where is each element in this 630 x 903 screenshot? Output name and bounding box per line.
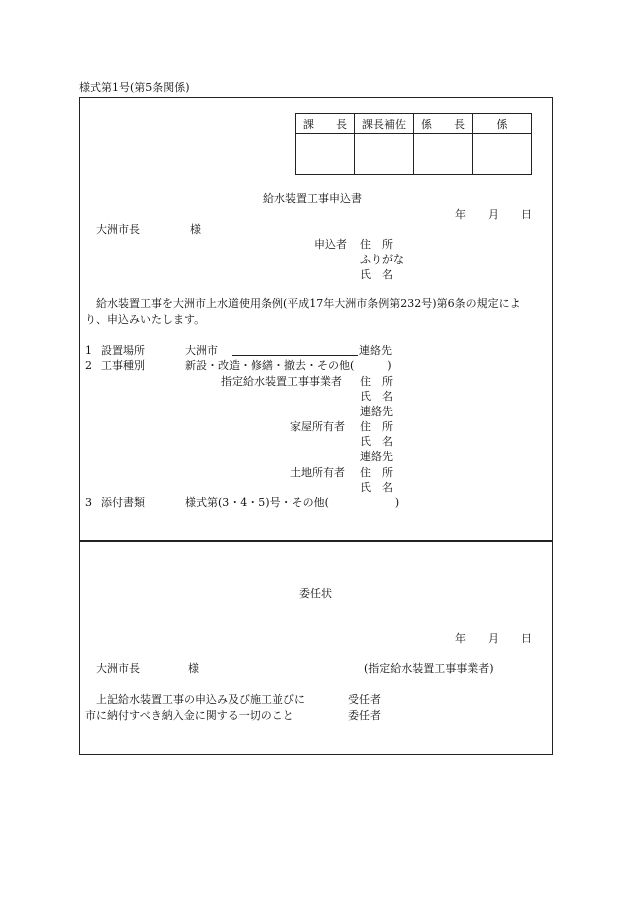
contractor-name-label: 氏 名 [360,390,393,403]
land-owner-address-label: 住 所 [360,466,393,479]
contractor-label: 指定給水装置工事事業者 [221,375,342,388]
approval-header-staff: 係 [473,114,532,134]
item-2-number: 2 [85,359,92,372]
form-number-label: 様式第1号(第5条関係) [79,81,190,94]
application-body-line-1: 給水装置工事を大洲市上水道使用条例(平成17年大洲市条例第232号)第6条の規定によ [96,297,521,310]
item-2-work-types: 新設・改造・修繕・撤去・その他( ) [185,359,392,372]
item-3-label: 添付書類 [101,496,145,509]
approval-stamp-cell[interactable] [473,134,532,175]
delegator-label: 委任者 [348,709,381,722]
approval-stamp-cell[interactable] [296,134,355,175]
application-body-line-2: り、申込みいたします。 [85,313,206,326]
approval-header-section-chief: 課 長 [296,114,355,134]
applicant-name-label: 氏 名 [360,268,393,281]
applicant-label: 申込者 [314,238,347,251]
proxy-honorific: 様 [188,662,199,675]
approval-stamp-table [295,113,532,175]
delegatee-label: 受任者 [348,693,381,706]
approval-header-subsection-chief: 係 長 [414,114,473,134]
installation-address-line[interactable] [232,355,358,356]
land-owner-label: 土地所有者 [290,466,345,479]
applicant-furigana-label: ふりがな [360,253,404,266]
item-1-contact-label: 連絡先 [359,344,392,357]
proxy-frame [79,540,553,755]
proxy-text-line-1: 上記給水装置工事の申込み及び施工並びに [96,693,305,706]
house-owner-name-label: 氏 名 [360,435,393,448]
house-owner-label: 家屋所有者 [290,420,345,433]
addressee-mayor: 大洲市長 [96,223,140,236]
house-owner-contact-label: 連絡先 [360,450,393,463]
item-1-label: 設置場所 [101,344,145,357]
proxy-contractor-note: (指定給水装置工事事業者) [364,662,494,675]
item-1-city: 大洲市 [185,344,218,357]
applicant-address-label: 住 所 [360,238,393,251]
proxy-text-line-2: 市に納付すべき納入金に関する一切のこと [85,709,294,722]
contractor-contact-label: 連絡先 [360,405,393,418]
house-owner-address-label: 住 所 [360,420,393,433]
item-2-label: 工事種別 [101,359,145,372]
item-1-number: 1 [85,344,92,357]
application-date: 年 月 日 [455,208,532,221]
proxy-addressee: 大洲市長 [96,662,140,675]
approval-header-deputy-chief: 課長補佐 [355,114,414,134]
application-title: 給水装置工事申込書 [263,192,362,205]
approval-stamp-cell[interactable] [414,134,473,175]
land-owner-name-label: 氏 名 [360,481,393,494]
proxy-date: 年 月 日 [455,632,532,645]
proxy-title: 委任状 [299,587,332,600]
approval-stamp-cell[interactable] [355,134,414,175]
addressee-honorific: 様 [190,223,201,236]
item-3-number: 3 [85,496,92,509]
contractor-address-label: 住 所 [360,375,393,388]
item-3-attachments: 様式第(3・4・5)号・その他( ) [185,496,400,509]
